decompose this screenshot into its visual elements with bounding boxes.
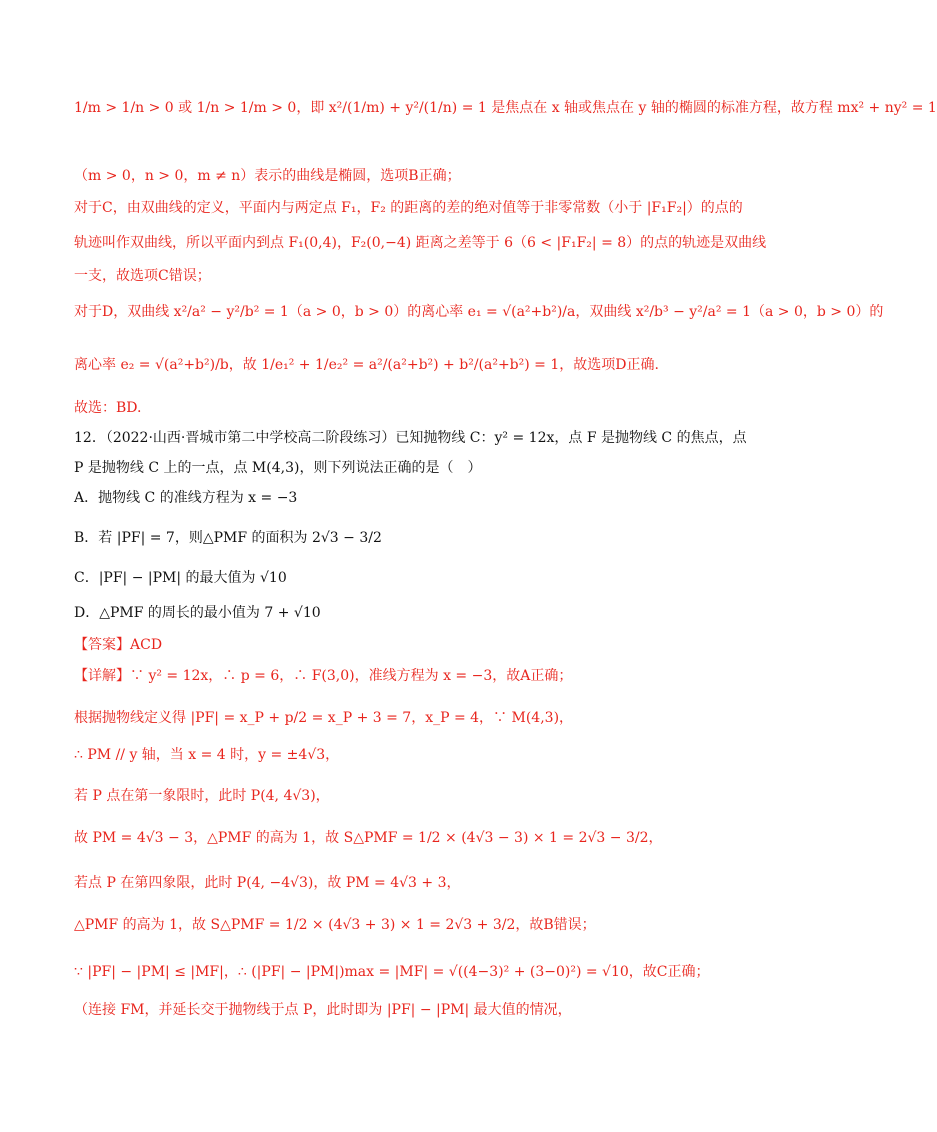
text-line-l8: 故选：BD. xyxy=(74,400,142,416)
text-line-l20: 故 PM = 4√3 − 3，△PMF 的高为 1，故 S△PMF = 1/2 × (4√3 − 3) × 1 = 2√3 − 3/2， xyxy=(74,830,663,846)
text-line-l9: 12．（2022·山西·晋城市第二中学校高二阶段练习）已知抛物线 C：y² = 12x，点 F 是抛物线 C 的焦点，点 xyxy=(74,430,747,446)
text-line-l3: 对于C，由双曲线的定义，平面内与两定点 F₁，F₂ 的距离的差的绝对值等于非零常数（小于 |F₁F₂|）的点的 xyxy=(74,200,743,216)
text-line-l16: 【详解】∵ y² = 12x，∴ p = 6，∴ F(3,0)，准线方程为 x = −3，故A正确； xyxy=(74,668,573,684)
text-line-l6: 对于D，双曲线 x²/a² − y²/b² = 1（a > 0，b > 0）的离心率 e₁ = √(a²+b²)/a，双曲线 x²/b³ − y²/a² = 1（a > 0，b > 0）的 xyxy=(74,304,884,320)
text-line-l18: ∴ PM // y 轴，当 x = 4 时，y = ±4√3， xyxy=(74,747,340,763)
text-line-l5: 一支，故选项C错误； xyxy=(74,268,211,284)
text-line-l11: A．抛物线 C 的准线方程为 x = −3 xyxy=(74,490,298,506)
text-line-l2: （m > 0，n > 0，m ≠ n）表示的曲线是椭圆，选项B正确； xyxy=(74,168,461,184)
text-line-l17: 根据抛物线定义得 |PF| = x_P + p/2 = x_P + 3 = 7，x_P = 4，∵ M(4,3)， xyxy=(74,710,574,726)
text-line-l15: 【答案】ACD xyxy=(74,637,163,653)
text-line-l22: △PMF 的高为 1，故 S△PMF = 1/2 × (4√3 + 3) × 1 = 2√3 + 3/2，故B错误； xyxy=(74,917,596,933)
text-line-l10: P 是抛物线 C 上的一点，点 M(4,3)，则下列说法正确的是（ ） xyxy=(74,460,482,476)
text-line-l4: 轨迹叫作双曲线，所以平面内到点 F₁(0,4)，F₂(0,−4) 距离之差等于 6（6 < |F₁F₂| = 8）的点的轨迹是双曲线 xyxy=(74,235,767,251)
text-line-l14: D．△PMF 的周长的最小值为 7 + √10 xyxy=(74,605,321,621)
text-line-l12: B．若 |PF| = 7，则△PMF 的面积为 2√3 − 3/2 xyxy=(74,530,382,546)
text-line-l19: 若 P 点在第一象限时，此时 P(4, 4√3)， xyxy=(74,788,330,804)
text-line-l1: 1/m > 1/n > 0 或 1/n > 1/m > 0，即 x²/(1/m) + y²/(1/n) = 1 是焦点在 x 轴或焦点在 y 轴的椭圆的标准方程，故方程 mx² + ny² = 1 xyxy=(74,100,937,116)
text-line-l7: 离心率 e₂ = √(a²+b²)/b，故 1/e₁² + 1/e₂² = a²/(a²+b²) + b²/(a²+b²) = 1，故选项D正确. xyxy=(74,357,659,373)
text-line-l23: ∵ |PF| − |PM| ≤ |MF|，∴ (|PF| − |PM|)max = |MF| = √((4−3)² + (3−0)²) = √10，故C正确； xyxy=(74,964,710,980)
text-line-l21: 若点 P 在第四象限，此时 P(4, −4√3)，故 PM = 4√3 + 3， xyxy=(74,875,461,891)
text-line-l24: （连接 FM，并延长交于抛物线于点 P，此时即为 |PF| − |PM| 最大值的情况， xyxy=(74,1002,572,1018)
text-line-l13: C．|PF| − |PM| 的最大值为 √10 xyxy=(74,570,287,586)
